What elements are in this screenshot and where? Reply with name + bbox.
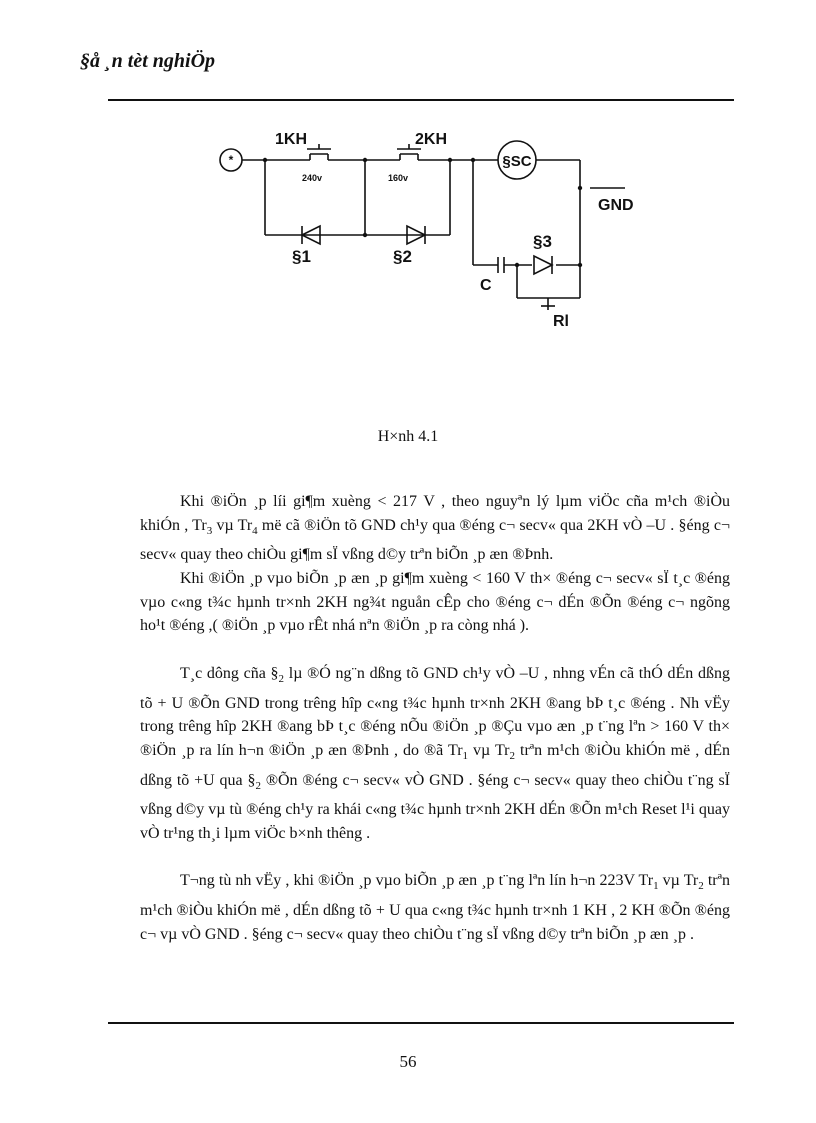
kh2-rating: 160v: [388, 173, 409, 183]
diode-3-label: §3: [533, 232, 552, 251]
footer-rule: [108, 1022, 734, 1024]
diode-3-symbol: [534, 256, 552, 274]
header-rule: [108, 99, 734, 101]
paragraph-1: Khi ®iÖn ¸p líi gi¶m xuèng < 217 V , theo nguyªn lý lµm viÖc cña m¹ch ®iÒu khiÓn , $Tr_3$ vµ $Tr_4$ më cã ®iÖn tõ GND ch¹y qua ®éng c¬ secv« qua 2KH vÒ –U . §éng c¬ secv« quay theo chiÒu gi¶m sÏ vßng d©y trªn biÕn ¸p æn ®Þnh.: [140, 493, 731, 564]
input-label: *: [228, 153, 234, 167]
body-text: [140, 490, 730, 946]
relay-label: Rl: [553, 313, 569, 330]
motor-label: §SC: [502, 153, 532, 170]
circuit-diagram: [210, 120, 650, 340]
figure-caption: H×nh 4.1: [377, 428, 439, 445]
kh2-label: 2KH: [415, 131, 448, 148]
gnd-label: GND: [598, 197, 634, 214]
paragraph-2: Khi ®iÖn ¸p vµo biÕn ¸p æn ¸p gi¶m xuèng < 160 V th× ®éng c¬ secv« sÏ t¸c ®éng vµo c«ng t¾c hµnh tr×nh 2KH ng¾t nguån cÊp cho ®éng c¬ dÉn ®Õn ®éng c¬ ngõng ho¹t ®éng ,( ®iÖn ¸p vµo rÊt nhá nªn ®iÖn ¸p ra còng nhá ).: [140, 569, 730, 635]
diode-1-label: §1: [292, 247, 311, 266]
capacitor-label: C: [480, 277, 492, 294]
kh1-label: 1KH: [275, 131, 308, 148]
diode-2-label: §2: [393, 247, 412, 266]
page-header-title: §å ¸n tèt nghiÖp: [80, 50, 216, 72]
paragraph-4: T¬ng tù nh vËy , khi ®iÖn ¸p vµo biÕn ¸p æn ¸p t¨ng lªn lín h¬n 223V $Tr_1$ vµ $Tr_2$ trªn m¹ch ®iÒu khiÓn më , dÉn dßng tõ + U qua c«ng t¾c hµnh tr×nh 1 KH , 2 KH ®Õn ®éng c¬ vµ vÒ GND . §éng c¬ secv« quay theo chiÒu t¨ng sÏ vßng d©y trªn biÕn ¸p æn ¸p .: [140, 872, 731, 943]
page-number: 56: [399, 1052, 417, 1071]
paragraph-3: T¸c dông cña $\S_2$ lµ ®Ó ng¨n dßng tõ GND ch¹y vÒ –U , nhng vÉn cã thÓ dÉn dßng tõ + U ®Õn GND trong trêng hîp c«ng t¾c hµnh tr×nh 2KH ®ang bÞ t¸c ®éng . Nh vËy trong trêng hîp 2KH ®ang bÞ t¸c ®éng nÕu ®iÖn ¸p ®Çu vµo æn ¸p t¨ng lªn > 160 V th× ®iÖn ¸p ra lín h¬n ®iÖn ¸p æn ®Þnh , do ®ã $Tr_1$ vµ $Tr_2$ trªn m¹ch ®iÒu khiÓn më , dÉn dßng tõ +U qua $\S_2$ ®Õn ®éng c¬ secv« vÒ GND . §éng c¬ secv« quay theo chiÒu t¨ng sÏ vßng d©y vµ tù ®éng ch¹y ra khái c«ng t¾c hµnh tr×nh 2KH dÉn ®Õn m¹ch Reset l¹i quay vÒ tr¹ng th¸i lµm viÖc b×nh thêng .: [140, 664, 731, 842]
kh1-rating: 240v: [302, 173, 323, 183]
